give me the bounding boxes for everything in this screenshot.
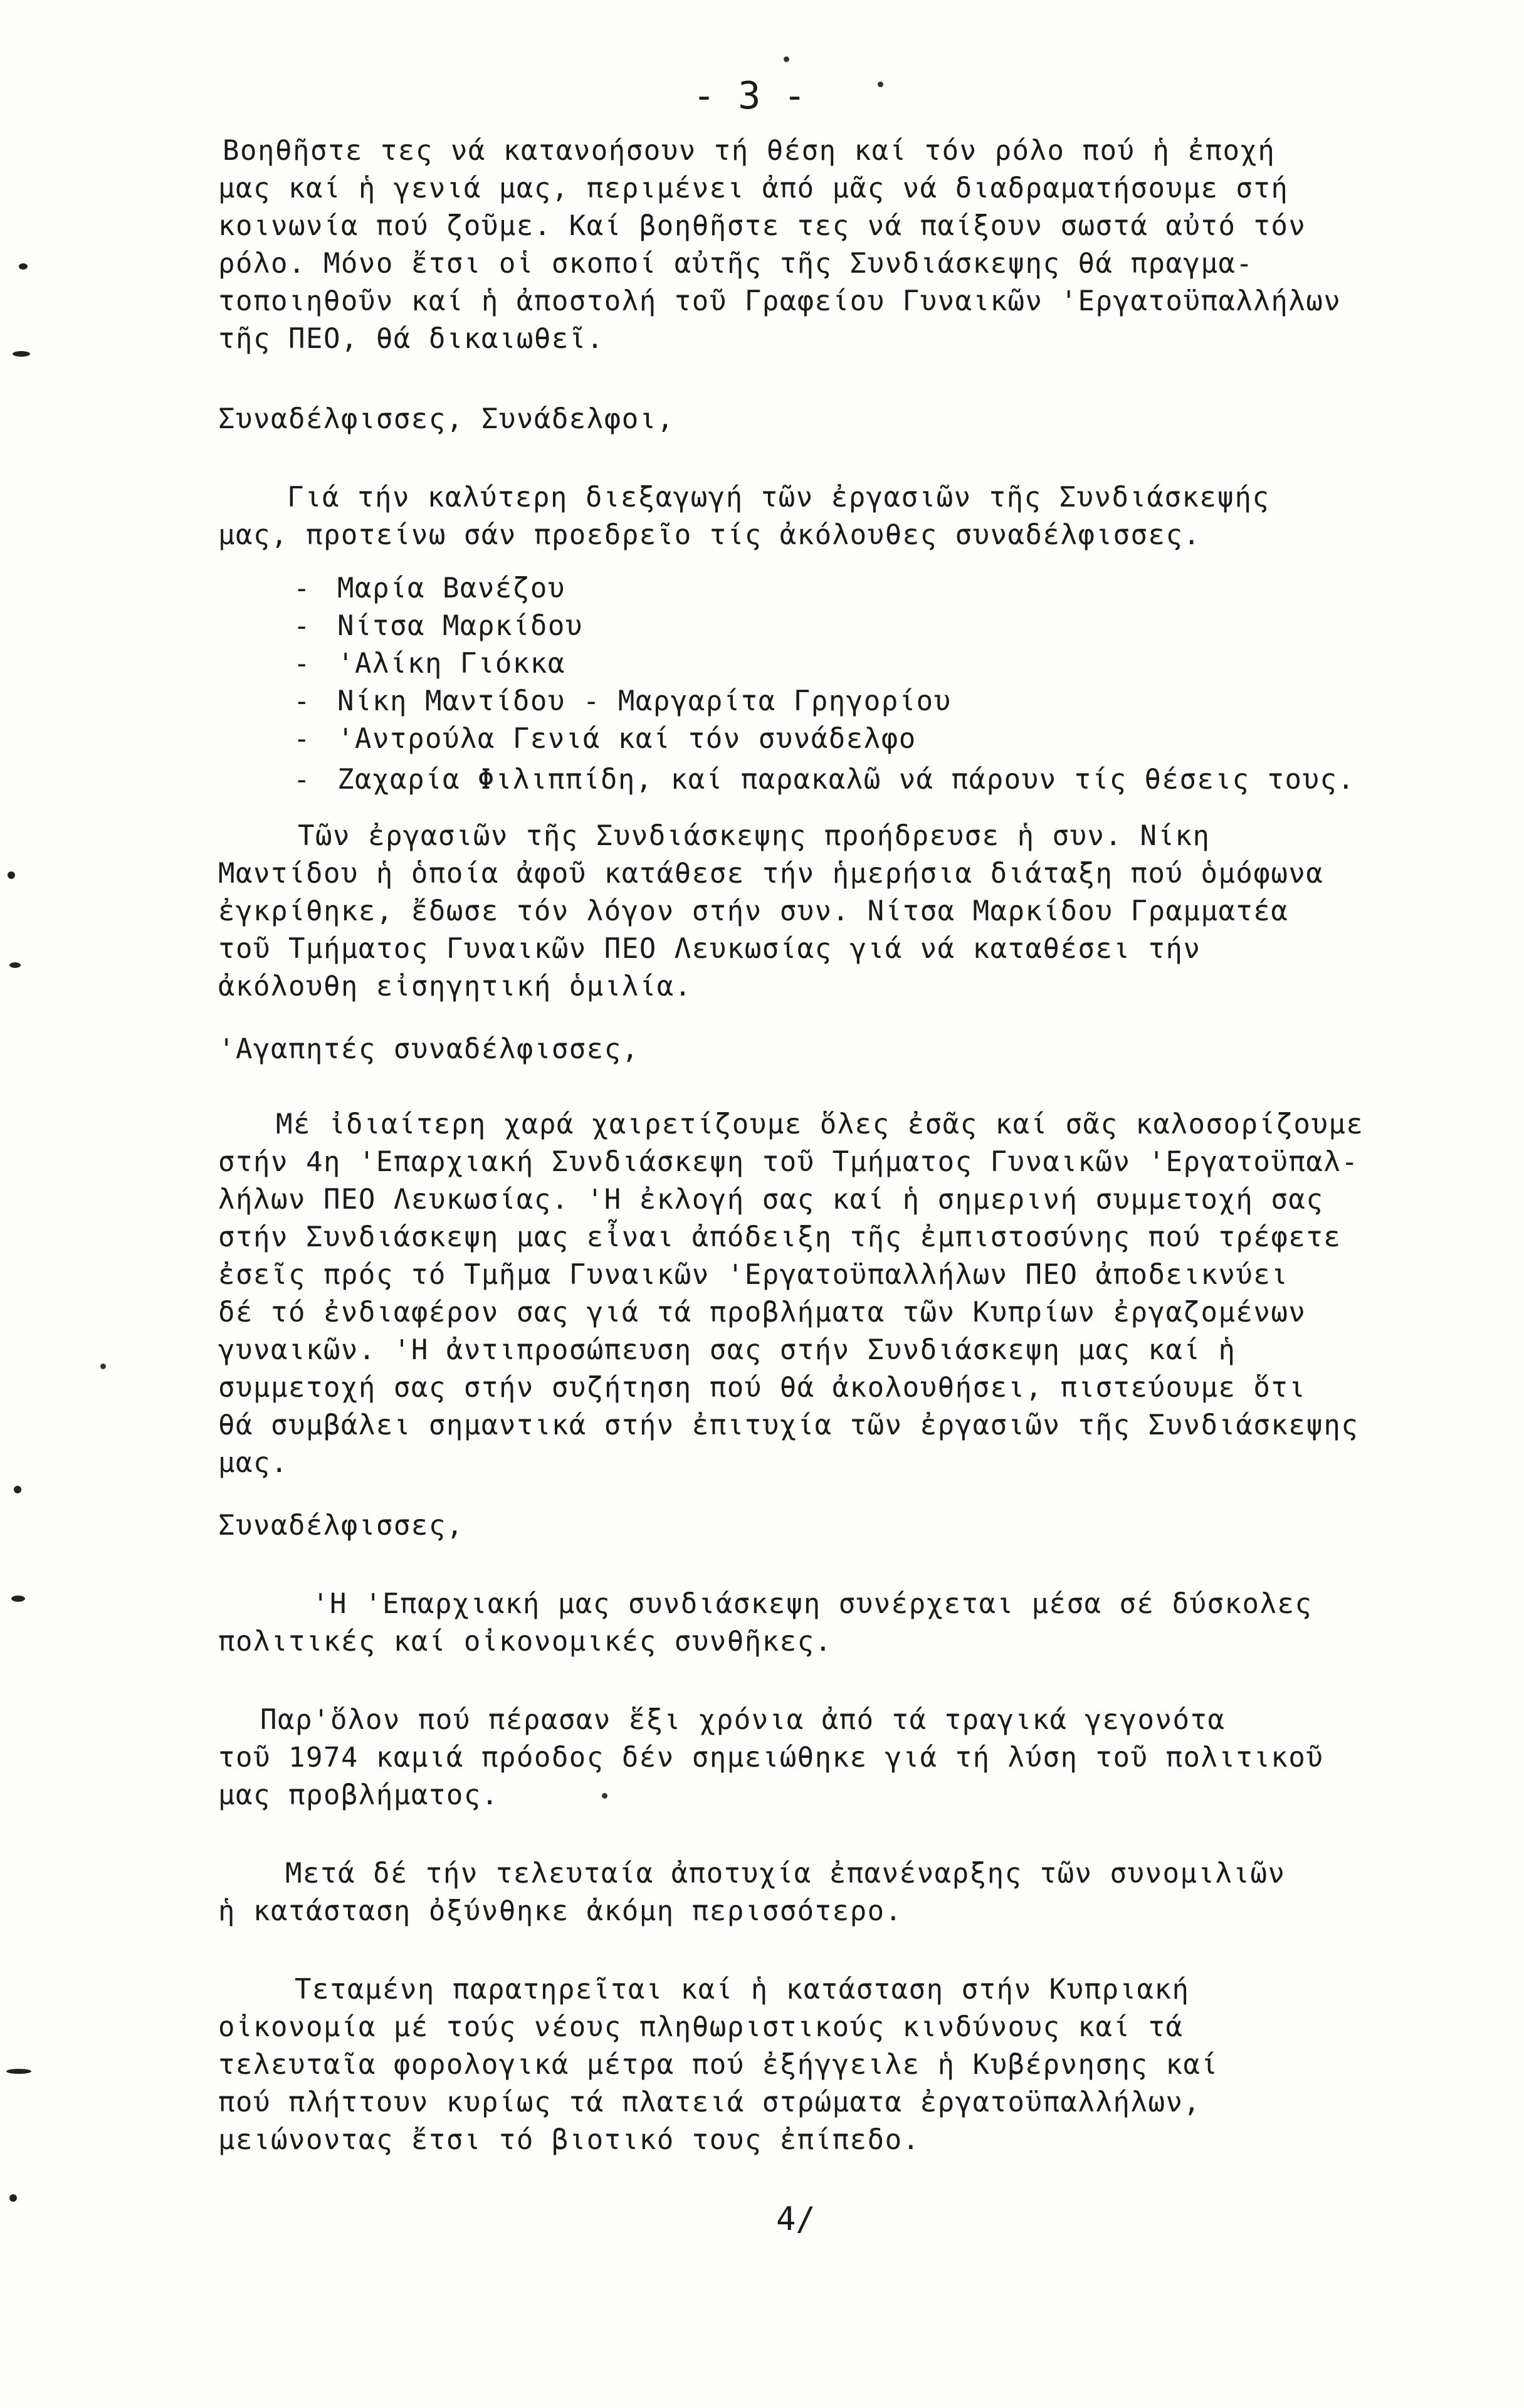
list-item: - Ζαχαρία Φιλιππίδη, καί παρακαλῶ νά πάρουν τίς θέσεις τους.	[293, 764, 1355, 796]
scan-speck	[14, 1486, 21, 1493]
scan-speck	[9, 962, 21, 968]
text-line: στήν Συνδιάσκεψη μας εἶναι ἀπόδειξη τῆς ἐμπιστοσύνης πού τρέφετε	[218, 1221, 1342, 1253]
text-line: Παρ'ὅλον πού πέρασαν ἕξι χρόνια ἀπό τά τραγικά γεγονότα	[260, 1704, 1226, 1736]
scan-speck	[602, 1793, 607, 1799]
scan-speck	[100, 1364, 106, 1369]
text-line: πού πλήττουν κυρίως τά πλατειά στρώματα ἐργατοϋπαλλήλων,	[218, 2086, 1201, 2118]
text-line: συμμετοχή σας στήν συζήτηση πού θά ἀκολουθήσει, πιστεύουμε ὅτι	[218, 1372, 1306, 1404]
text-line: κοινωνία πού ζοῦμε. Καί βοηθῆστε τες νά παίξουν σωστά αὐτό τόν	[218, 210, 1306, 242]
text-line: μας καί ἡ γενιά μας, περιμένει ἀπό μᾶς νά διαδραματήσουμε στή	[218, 172, 1289, 204]
text-line: οἰκονομία μέ τούς νέους πληθωριστικούς κινδύνους καί τά	[218, 2011, 1184, 2043]
scan-speck	[9, 2194, 17, 2202]
text-line: Μετά δέ τήν τελευταία ἀποτυχία ἐπανέναρξης τῶν συνομιλιῶν	[285, 1858, 1286, 1890]
text-line: πολιτικές καί οἰκονομικές συνθῆκες.	[218, 1626, 833, 1658]
text-line: Τεταμένη παρατηρεῖται καί ἡ κατάσταση στήν Κυπριακή	[295, 1974, 1190, 2006]
text-line: τοποιηθοῦν καί ἡ ἀποστολή τοῦ Γραφείου Γυναικῶν 'Εργατοϋπαλλήλων	[218, 285, 1342, 317]
scan-speck	[11, 1596, 25, 1602]
text-line: τοῦ 1974 καμιά πρόοδος δέν σημειώθηκε γιά τή λύση τοῦ πολιτικοῦ	[218, 1742, 1324, 1774]
text-line: μας.	[218, 1447, 288, 1479]
text-line: τελευταῖα φορολογικά μέτρα πού ἐξήγγειλε ἡ Κυβέρνησης καί	[218, 2049, 1219, 2081]
text-line: δέ τό ἐνδιαφέρον σας γιά τά προβλήματα τῶν Κυπρίων ἐργαζομένων	[218, 1296, 1306, 1328]
text-line: μας, προτείνω σάν προεδρεῖο τίς ἀκόλουθες συναδέλφισσες.	[218, 519, 1201, 551]
text-line: Βοηθῆστε τες νά κατανοήσουν τή θέση καί τόν ρόλο πού ἡ ἐποχή	[223, 135, 1276, 167]
list-item: - Νίτσα Μαρκίδου	[293, 610, 583, 642]
text-line: Μέ ἰδιαίτερη χαρά χαιρετίζουμε ὅλες ἐσᾶς καί σᾶς καλοσορίζουμε	[276, 1108, 1364, 1140]
scan-speck	[13, 351, 30, 357]
list-item: - 'Αντρούλα Γενιά καί τόν συνάδελφο	[293, 723, 917, 755]
salutation: Συναδέλφισσες,	[218, 1510, 464, 1542]
text-line: τῆς ΠΕΟ, θά δικαιωθεῖ.	[218, 323, 604, 355]
text-line: τοῦ Τμήματος Γυναικῶν ΠΕΟ Λευκωσίας γιά νά καταθέσει τήν	[218, 933, 1201, 965]
text-line: Μαντίδου ἡ ὁποία ἀφοῦ κατάθεσε τήν ἡμερήσια διάταξη πού ὁμόφωνα	[218, 858, 1324, 890]
list-item: - 'Αλίκη Γιόκκα	[293, 648, 565, 680]
list-item: - Μαρία Βανέζου	[293, 572, 565, 604]
text-line: μειώνοντας ἔτσι τό βιοτικό τους ἐπίπεδο.	[218, 2124, 920, 2156]
scan-speck	[19, 263, 28, 270]
next-page-marker: 4/	[776, 2200, 816, 2238]
scan-speck	[8, 871, 15, 879]
salutation: Συναδέλφισσες, Συνάδελφοι,	[218, 403, 675, 435]
text-line: 'Η 'Επαρχιακή μας συνδιάσκεψη συνέρχεται μέσα σέ δύσκολες	[312, 1588, 1313, 1620]
text-line: μας προβλήματος.	[218, 1779, 499, 1811]
list-item: - Νίκη Μαντίδου - Μαργαρίτα Γρηγορίου	[293, 685, 952, 717]
scan-speck	[6, 2069, 31, 2074]
text-line: λήλων ΠΕΟ Λευκωσίας. 'Η ἐκλογή σας καί ἡ σημερινή συμμετοχή σας	[218, 1184, 1324, 1216]
text-line: στήν 4η 'Επαρχιακή Συνδιάσκεψη τοῦ Τμήματος Γυναικῶν 'Εργατοϋπαλ-	[218, 1146, 1359, 1178]
scan-speck	[784, 56, 789, 62]
text-line: ἀκόλουθη εἰσηγητική ὁμιλία.	[218, 970, 692, 1002]
salutation: 'Αγαπητές συναδέλφισσες,	[218, 1033, 639, 1065]
text-line: Τῶν ἐργασιῶν τῆς Συνδιάσκεψης προήδρευσε ἡ συν. Νίκη	[298, 820, 1211, 852]
text-line: ἡ κατάσταση ὀξύνθηκε ἀκόμη περισσότερο.	[218, 1895, 903, 1927]
page-number: - 3 -	[693, 74, 806, 118]
text-line: ρόλο. Μόνο ἔτσι οἱ σκοποί αὐτῆς τῆς Συνδιάσκεψης θά πραγμα-	[218, 248, 1254, 280]
text-line: ἐσεῖς πρός τό Τμῆμα Γυναικῶν 'Εργατοϋπαλλήλων ΠΕΟ ἀποδεικνύει	[218, 1259, 1289, 1291]
scan-speck	[878, 81, 883, 87]
text-line: ἐγκρίθηκε, ἔδωσε τόν λόγον στήν συν. Νίτσα Μαρκίδου Γραμματέα	[218, 895, 1289, 927]
text-line: θά συμβάλει σημαντικά στήν ἐπιτυχία τῶν ἐργασιῶν τῆς Συνδιάσκεψης	[218, 1409, 1359, 1441]
text-line: γυναικῶν. 'Η ἀντιπροσώπευση σας στήν Συνδιάσκεψη μας καί ἡ	[218, 1334, 1236, 1366]
text-line: Γιά τήν καλύτερη διεξαγωγή τῶν ἐργασιῶν τῆς Συνδιάσκεψής	[287, 481, 1270, 513]
